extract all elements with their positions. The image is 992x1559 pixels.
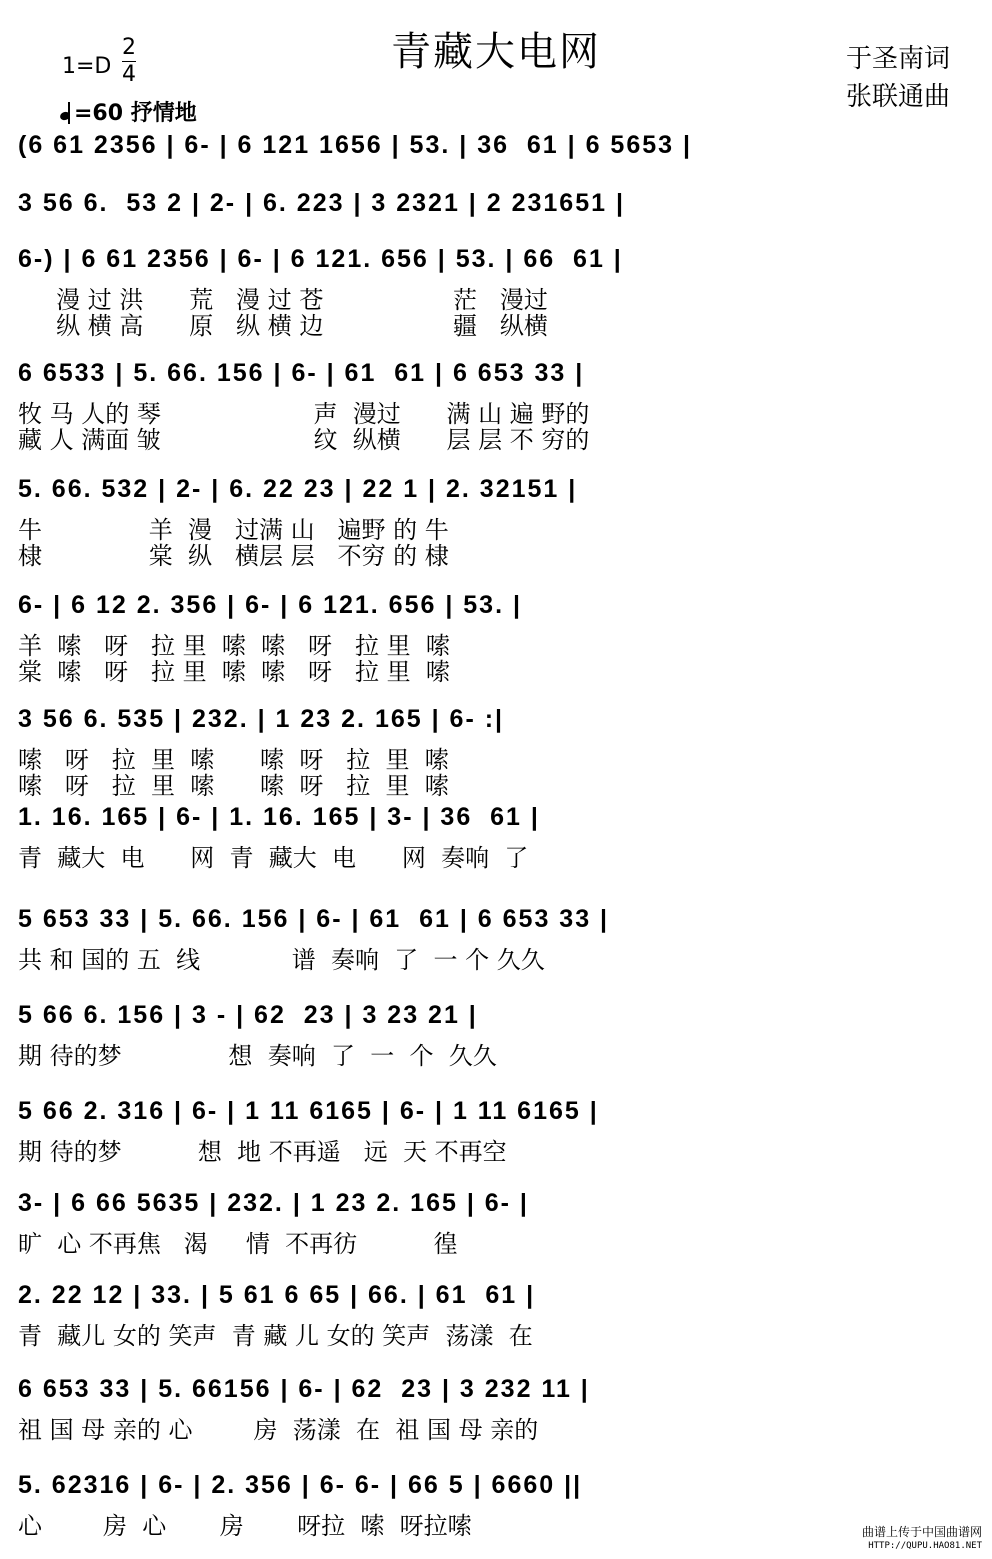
lyric-line: 祖 国 母 亲的 心 房 荡漾 在 祖 国 母 亲的 bbox=[18, 1416, 539, 1444]
time-numerator: 2 bbox=[122, 35, 136, 60]
lyricist: 于圣南词 bbox=[845, 44, 950, 74]
notation-line: 2. 22 12 | 33. | 5 61 6 65 | 66. | 61 61 | bbox=[18, 1281, 536, 1309]
notation-line: 5. 62316 | 6- | 2. 356 | 6- 6- | 66 5 | 6660 || bbox=[18, 1471, 583, 1499]
lyric-line: 期 待的梦 想 奏响 了 一 个 久久 bbox=[18, 1042, 497, 1070]
lyric-line: 嗦 呀 拉 里 嗦 嗦 呀 拉 里 嗦 bbox=[18, 746, 449, 774]
lyric-line: 心 房 心 房 呀拉 嗦 呀拉嗦 bbox=[18, 1512, 472, 1540]
watermark bbox=[862, 1525, 982, 1553]
tempo-text: =60 抒情地 bbox=[74, 101, 197, 126]
lyric-line: 青 藏大 电 网 青 藏大 电 网 奏响 了 bbox=[18, 844, 529, 872]
notation-line: 3 56 6. 535 | 232. | 1 23 2. 165 | 6- :| bbox=[18, 705, 505, 733]
notation-line: 5. 66. 532 | 2- | 6. 22 23 | 22 1 | 2. 32151 | bbox=[18, 475, 578, 503]
key-signature: 1=D bbox=[62, 54, 112, 79]
lyric-line: 旷 心 不再焦 渴 情 不再彷 徨 bbox=[18, 1230, 458, 1258]
composer: 张联通曲 bbox=[845, 82, 950, 112]
notation-line: 5 66 6. 156 | 3 - | 62 23 | 3 23 21 | bbox=[18, 1001, 478, 1029]
lyric-line: 嗦 呀 拉 里 嗦 嗦 呀 拉 里 嗦 bbox=[18, 772, 449, 800]
lyric-line: 棣 棠 纵 横层 层 不穷 的 棣 bbox=[18, 542, 449, 570]
lyric-line: 青 藏儿 女的 笑声 青 藏 儿 女的 笑声 荡漾 在 bbox=[18, 1322, 533, 1350]
credits bbox=[846, 40, 950, 116]
tempo-marking bbox=[60, 96, 197, 127]
lyric-line: 纵 横 高 原 纵 横 边 疆 纵横 bbox=[18, 312, 548, 340]
notation-line: 5 66 2. 316 | 6- | 1 11 6165 | 6- | 1 11 6165 | bbox=[18, 1097, 599, 1125]
lyric-line: 羊 嗦 呀 拉 里 嗦 嗦 呀 拉 里 嗦 bbox=[18, 632, 450, 660]
lyric-line: 共 和 国的 五 线 谱 奏响 了 一 个 久久 bbox=[18, 946, 545, 974]
lyric-line: 牛 羊 漫 过满 山 遍野 的 牛 bbox=[18, 516, 449, 544]
notation-line: 3- | 6 66 5635 | 232. | 1 23 2. 165 | 6- | bbox=[18, 1189, 529, 1217]
notation-line: 1. 16. 165 | 6- | 1. 16. 165 | 3- | 36 61 | bbox=[18, 803, 540, 831]
song-title: 青藏大电网 bbox=[391, 29, 601, 75]
lyric-line: 牧 马 人的 琴 声 漫过 满 山 遍 野的 bbox=[18, 400, 590, 428]
notation-line: 6 653 33 | 5. 66156 | 6- | 62 23 | 3 232 11 | bbox=[18, 1375, 590, 1403]
notation-line: 3 56 6. 53 2 | 2- | 6. 223 | 3 2321 | 2 231651 | bbox=[18, 189, 625, 217]
time-signature bbox=[122, 36, 136, 87]
lyric-line: 藏 人 满面 皱 纹 纵横 层 层 不 穷的 bbox=[18, 426, 590, 454]
watermark-url: HTTP://QUPU.HAO81.NET bbox=[868, 1541, 982, 1551]
notation-line: 6- | 6 12 2. 356 | 6- | 6 121. 656 | 53. | bbox=[18, 591, 522, 619]
time-denominator: 4 bbox=[122, 62, 136, 87]
notation-line: (6 61 2356 | 6- | 6 121 1656 | 53. | 36 61 | 6 5653 | bbox=[18, 131, 692, 159]
watermark-text: 曲谱上传于中国曲谱网 bbox=[861, 1525, 982, 1539]
lyric-line: 期 待的梦 想 地 不再遥 远 天 不再空 bbox=[18, 1138, 507, 1166]
notation-line: 5 653 33 | 5. 66. 156 | 6- | 61 61 | 6 653 33 | bbox=[18, 905, 610, 933]
lyric-line: 棠 嗦 呀 拉 里 嗦 嗦 呀 拉 里 嗦 bbox=[18, 658, 450, 686]
notation-line: 6-) | 6 61 2356 | 6- | 6 121. 656 | 53. | 66 61 | bbox=[18, 245, 623, 273]
lyric-line: 漫 过 洪 荒 漫 过 苍 茫 漫过 bbox=[18, 286, 548, 314]
notation-line: 6 6533 | 5. 66. 156 | 6- | 61 61 | 6 653 33 | bbox=[18, 359, 585, 387]
